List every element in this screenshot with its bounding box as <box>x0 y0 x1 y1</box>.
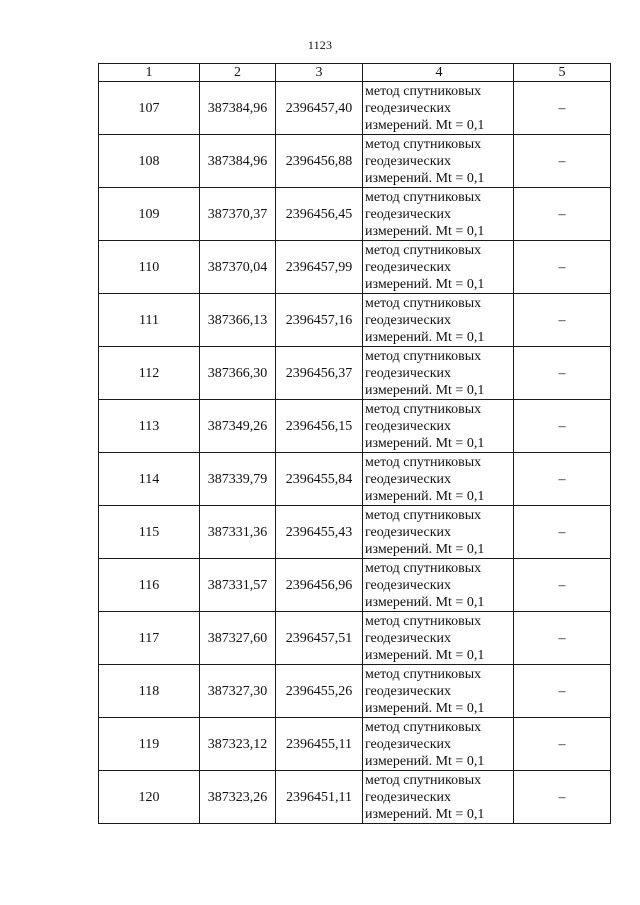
y-coordinate-cell: 2396451,11 <box>276 771 363 824</box>
method-text: метод спутниковых геодезических измерений. Mt = 0,1 <box>365 719 485 769</box>
note-cell: – <box>514 559 611 612</box>
method-cell <box>363 506 514 559</box>
x-coordinate-cell: 387323,26 <box>200 771 276 824</box>
method-text: метод спутниковых геодезических измерений. Mt = 0,1 <box>365 560 485 610</box>
point-number-cell: 115 <box>99 506 200 559</box>
method-cell <box>363 665 514 718</box>
y-coordinate-cell: 2396457,99 <box>276 241 363 294</box>
point-number-cell: 109 <box>99 188 200 241</box>
point-number-cell: 116 <box>99 559 200 612</box>
x-coordinate-cell: 387339,79 <box>200 453 276 506</box>
point-number-cell: 108 <box>99 135 200 188</box>
table-row <box>99 506 611 559</box>
method-text: метод спутниковых геодезических измерений. Mt = 0,1 <box>365 136 485 186</box>
method-text: метод спутниковых геодезических измерений. Mt = 0,1 <box>365 242 485 292</box>
note-cell: – <box>514 453 611 506</box>
method-cell <box>363 188 514 241</box>
table-row <box>99 241 611 294</box>
method-cell <box>363 718 514 771</box>
y-coordinate-cell: 2396455,11 <box>276 718 363 771</box>
method-text: метод спутниковых геодезических измерений. Mt = 0,1 <box>365 189 485 239</box>
table-row <box>99 718 611 771</box>
x-coordinate-cell: 387327,30 <box>200 665 276 718</box>
table-row <box>99 665 611 718</box>
note-cell: – <box>514 665 611 718</box>
point-number-cell: 120 <box>99 771 200 824</box>
table-row <box>99 453 611 506</box>
note-cell: – <box>514 241 611 294</box>
point-number-cell: 117 <box>99 612 200 665</box>
table-row <box>99 347 611 400</box>
x-coordinate-cell: 387384,96 <box>200 135 276 188</box>
header-col-2: 2 <box>200 64 276 82</box>
page-number: 1123 <box>307 38 333 52</box>
header-col-1: 1 <box>99 64 200 82</box>
y-coordinate-cell: 2396456,96 <box>276 559 363 612</box>
point-number-cell: 107 <box>99 82 200 135</box>
x-coordinate-cell: 387384,96 <box>200 82 276 135</box>
table-row <box>99 294 611 347</box>
y-coordinate-cell: 2396456,37 <box>276 347 363 400</box>
note-cell: – <box>514 400 611 453</box>
method-cell <box>363 347 514 400</box>
method-cell <box>363 241 514 294</box>
note-cell: – <box>514 294 611 347</box>
y-coordinate-cell: 2396457,51 <box>276 612 363 665</box>
point-number-cell: 114 <box>99 453 200 506</box>
note-cell: – <box>514 135 611 188</box>
x-coordinate-cell: 387331,57 <box>200 559 276 612</box>
header-row <box>99 64 611 82</box>
method-cell <box>363 400 514 453</box>
y-coordinate-cell: 2396457,40 <box>276 82 363 135</box>
table-row <box>99 135 611 188</box>
point-number-cell: 110 <box>99 241 200 294</box>
header-col-3: 3 <box>276 64 363 82</box>
table-row <box>99 82 611 135</box>
method-cell <box>363 82 514 135</box>
y-coordinate-cell: 2396455,43 <box>276 506 363 559</box>
x-coordinate-cell: 387370,04 <box>200 241 276 294</box>
table-body <box>99 82 611 824</box>
point-number-cell: 118 <box>99 665 200 718</box>
note-cell: – <box>514 347 611 400</box>
table-row <box>99 771 611 824</box>
method-text: метод спутниковых геодезических измерений. Mt = 0,1 <box>365 666 485 716</box>
point-number-cell: 113 <box>99 400 200 453</box>
y-coordinate-cell: 2396456,88 <box>276 135 363 188</box>
note-cell: – <box>514 718 611 771</box>
method-text: метод спутниковых геодезических измерений. Mt = 0,1 <box>365 295 485 345</box>
note-cell: – <box>514 771 611 824</box>
y-coordinate-cell: 2396455,84 <box>276 453 363 506</box>
table-row <box>99 400 611 453</box>
table-header <box>99 64 611 82</box>
method-text: метод спутниковых геодезических измерений. Mt = 0,1 <box>365 348 485 398</box>
header-col-5: 5 <box>514 64 611 82</box>
method-text: метод спутниковых геодезических измерений. Mt = 0,1 <box>365 401 485 451</box>
method-text: метод спутниковых геодезических измерений. Mt = 0,1 <box>365 83 485 133</box>
method-cell <box>363 294 514 347</box>
y-coordinate-cell: 2396456,45 <box>276 188 363 241</box>
y-coordinate-cell: 2396457,16 <box>276 294 363 347</box>
note-cell: – <box>514 188 611 241</box>
x-coordinate-cell: 387331,36 <box>200 506 276 559</box>
note-cell: – <box>514 506 611 559</box>
method-cell <box>363 612 514 665</box>
y-coordinate-cell: 2396455,26 <box>276 665 363 718</box>
table-row <box>99 188 611 241</box>
method-text: метод спутниковых геодезических измерений. Mt = 0,1 <box>365 507 485 557</box>
y-coordinate-cell: 2396456,15 <box>276 400 363 453</box>
note-cell: – <box>514 612 611 665</box>
x-coordinate-cell: 387323,12 <box>200 718 276 771</box>
table-row <box>99 612 611 665</box>
method-text: метод спутниковых геодезических измерений. Mt = 0,1 <box>365 772 485 822</box>
note-cell: – <box>514 82 611 135</box>
point-number-cell: 111 <box>99 294 200 347</box>
point-number-cell: 112 <box>99 347 200 400</box>
point-number-cell: 119 <box>99 718 200 771</box>
method-text: метод спутниковых геодезических измерений. Mt = 0,1 <box>365 613 485 663</box>
method-cell <box>363 453 514 506</box>
x-coordinate-cell: 387366,30 <box>200 347 276 400</box>
coordinates-table <box>98 63 611 824</box>
method-text: метод спутниковых геодезических измерений. Mt = 0,1 <box>365 454 485 504</box>
header-col-4: 4 <box>363 64 514 82</box>
x-coordinate-cell: 387366,13 <box>200 294 276 347</box>
method-cell <box>363 559 514 612</box>
x-coordinate-cell: 387327,60 <box>200 612 276 665</box>
x-coordinate-cell: 387349,26 <box>200 400 276 453</box>
x-coordinate-cell: 387370,37 <box>200 188 276 241</box>
method-cell <box>363 771 514 824</box>
table-row <box>99 559 611 612</box>
method-cell <box>363 135 514 188</box>
